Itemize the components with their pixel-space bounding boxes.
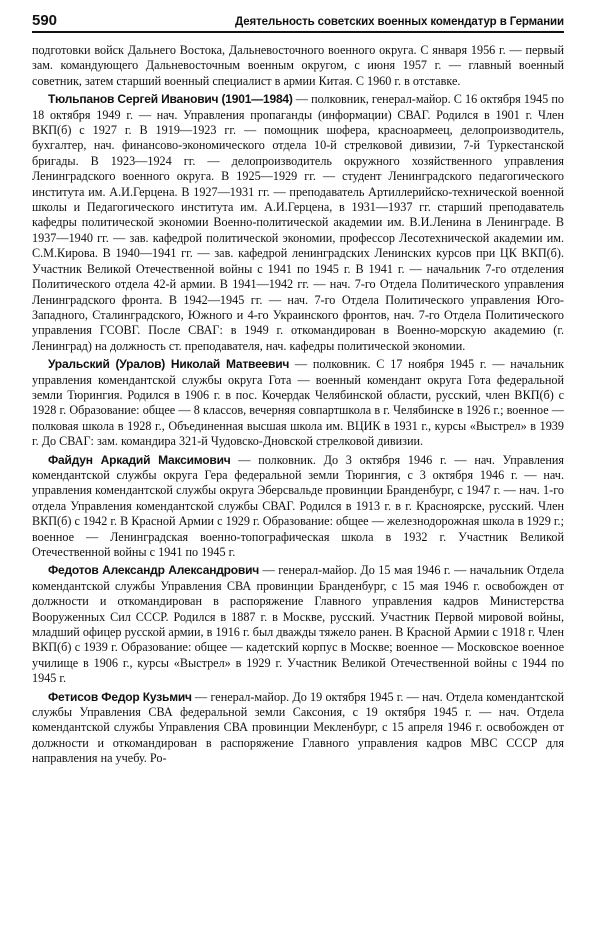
- header-rule: [32, 31, 564, 33]
- biography-text: — генерал-майор. До 15 мая 1946 г. — начальник Отдела комендантской службы Управления СВА провинции Бранденбург, с 15 мая 1946 г. освобожден от должности и откомандирован в распоряжение Главного управления кадров Министерства Вооруженных Сил СССР. Родился в 1887 г. в Москве, русский. Участник Первой мировой войны, младший офицер русской армии, в 1916 г. был дважды тяжело ранен. В Красной Армии с 1918 г. Член ВКП(б) с 1939 г. Образование: общее — кадетский корпус в Москве; военное — Московское военное училище в 1906 г., курсы «Выстрел» в 1929 г. Участник Великой Отечественной войны с 1944 по 1945 г.: [32, 563, 564, 686]
- biography-text: — полковник, генерал-майор. С 16 октября 1945 по 18 октября 1949 г. — нач. Управления пропаганды (информации) СВАГ. Родился в 1901 г. Член ВКП(б) с 1927 г. В 1919—1923 гг. — помощник шофера, красноармеец, делопроизводитель, бухгалтер, нач. финансово-экономического отдела 10-й стрелковой дивизии, 7-й Туркестанской бригады. В 1923—1924 гг. — делопроизводитель окружного хозяйственного управления Ленинградского военного округа. В 1925—1929 гг. — студент Ленинградского педагогического института им. А.И.Герцена. В 1927—1931 гг. — преподаватель Артиллерийско-технической военной школы и Педагогического института им. А.И.Герцена, в 1931—1937 гг. старший преподаватель кафедры политической экономии Военно-политической академии им. В.И.Ленина в Ленинграде. В 1937—1940 гг. — зав. кафедрой политической экономии, профессор Лесотехнической академии им. С.М.Кирова. В 1940—1941 гг. — зав. кафедрой ленинградских Ленинских курсов при ЦК ВКП(б). Участник Великой Отечественной войны с 1941 по 1945 г. В 1941 г. — начальник 7-го отделения Политического отдела 42-й армии. В 1941—1942 гг. — нач. 7-го Отдела Политического управления Ленинградского фронта. В 1942—1945 гг. — нач. 7-го Отдела Политического управления Юго-Западного, Сталинградского, Южного и 4-го Украинского фронтов, нач. 7-го Отдела Политического управления ГСОВГ. После СВАГ: в 1949 г. откомандирован в Военно-морскую академию (г. Ленинград) на должность ст. преподавателя, нач. кафедры политической экономии.: [32, 92, 564, 353]
- page-body: [32, 43, 564, 767]
- biography-text: — генерал-майор. До 19 октября 1945 г. — нач. Отдела комендантской службы Управления СВА федеральной земли Саксония, с 19 октября 1945 г. — нач. Отдела комендантской службы Управления СВА провинции Мекленбург, с 15 апреля 1946 г. освобожден от должности и откомандирован в распоряжение Главного управления кадров МВС СССР для направления на учебу. Ро-: [32, 689, 564, 766]
- biography-text: — полковник. С 17 ноября 1945 г. — начальник управления комендантской службы округа Гота — военный комендант округа Гота федеральной земли Тюрингия. Родился в 1906 г. в пос. Кочердак Челябинской области, русский, член ВКП(б) с 1928 г. Образование: общее — 8 классов, вечерняя совпартшкола в г. Челябинске в 1926 г.; военное — полковая школа в 1928 г., Объединенная высшая школа им. ВЦИК в 1931 г., курсы «Выстрел» в 1939 г. До СВАГ: зам. командира 321-й Чудовско-Дновской стрелковой дивизии.: [32, 357, 564, 449]
- biography-entry: [32, 92, 564, 354]
- biography-entry: [32, 453, 564, 561]
- biography-entry: [32, 563, 564, 686]
- continuation-paragraph: подготовки войск Дальнего Востока, Дальневосточного военного округа. С января 1956 г. — первый зам. командующего Дальневосточным военным округом, с июня 1957 г. — главный военный советник, затем старший военный специалист в армии Китая. С 1960 г. в отставке.: [32, 43, 564, 88]
- page-header: [32, 0, 564, 29]
- page-number: 590: [32, 12, 58, 29]
- biography-entry: [32, 690, 564, 767]
- person-name: Фетисов Федор Кузьмич: [48, 689, 192, 704]
- person-name: Файдун Аркадий Максимович: [48, 452, 231, 467]
- running-title: Деятельность советских военных комендатур в Германии: [235, 16, 564, 28]
- person-name: Федотов Александр Александрович: [48, 563, 260, 578]
- biography-entry: [32, 357, 564, 449]
- person-name: Тюльпанов Сергей Иванович (1901—1984): [48, 92, 293, 107]
- biography-text: — полковник. До 3 октября 1946 г. — нач. Управления комендантской службы округа Гера федеральной земли Тюрингия, с 3 октября 1946 г. — нач. управления комендантской службы округа Эберсвальде провинции Бранденбург, с 1947 г. — нач. 1-го отдела Управления комендантской службы СВАГ. Родился в 1913 г. в г. Красноярске, русский. Член ВКП(б) с 1942 г. В Красной Армии с 1929 г. Образование: общее — железнодорожная школа в 1929 г.; военное — Ленинградская военно-топографическая школа в 1932 г. Участник Великой Отечественной войны с 1941 по 1945 г.: [32, 452, 564, 559]
- person-name: Уральский (Уралов) Николай Матвеевич: [48, 357, 290, 372]
